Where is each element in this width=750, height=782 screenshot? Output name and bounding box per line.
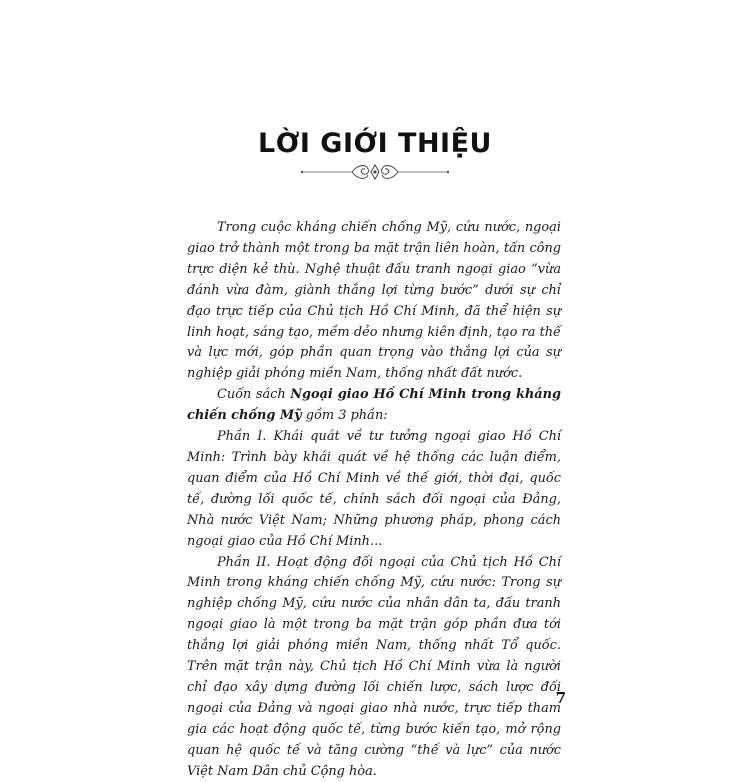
- introduction-body: [187, 218, 561, 782]
- book-title: Ngoại giao Hồ Chí Minh trong kháng chiến chống Mỹ: [187, 387, 561, 423]
- part-two-paragraph: Phần II. Hoạt động đối ngoại của Chủ tịch Hồ Chí Minh trong kháng chiến chống Mỹ, cứu nước: Trong sự nghiệp chống Mỹ, cứu nước của nhân dân ta, đấu tranh ngoại giao là một trong ba mặt trận góp phần đưa tới thắng lợi giải phóng miền Nam, thống nhất Tổ quốc. Trên mặt trận này, Chủ tịch Hồ Chí Minh vừa là người chỉ đạo xây dựng đường lối chiến lược, sách lược đối ngoại của Đảng và ngoại giao nhà nước, trực tiếp tham gia các hoạt động quốc tế, từng bước kiến tạo, mở rộng quan hệ quốc tế và tăng cường “thế và lực” của nước Việt Nam Dân chủ Cộng hòa.: [187, 553, 561, 782]
- book-summary-suffix: gồm 3 phần:: [302, 408, 388, 423]
- book-summary-paragraph: [187, 385, 561, 427]
- intro-paragraph: Trong cuộc kháng chiến chống Mỹ, cứu nước, ngoại giao trở thành một trong ba mặt trận liên hoàn, tấn công trực diện kẻ thù. Nghệ thuật đấu tranh ngoại giao “vừa đánh vừa đàm, giành thắng lợi từng bước” dưới sự chỉ đạo trực tiếp của Chủ tịch Hồ Chí Minh, đã thể hiện sự linh hoạt, sáng tạo, mềm dẻo nhưng kiên định, tạo ra thế và lực mới, góp phần quan trọng vào thắng lợi của sự nghiệp giải phóng miền Nam, thống nhất đất nước.: [187, 218, 561, 385]
- decorative-divider-icon: [300, 160, 450, 184]
- page-number: 7: [546, 689, 566, 707]
- part-one-paragraph: Phần I. Khái quát về tư tưởng ngoại giao Hồ Chí Minh: Trình bày khái quát về hệ thống các luận điểm, quan điểm của Hồ Chí Minh về thế giới, thời đại, quốc tế, đường lối quốc tế, chính sách đối ngoại của Đảng, Nhà nước Việt Nam; Những phương pháp, phong cách ngoại giao của Hồ Chí Minh...: [187, 427, 561, 552]
- page-title: LỜI GIỚI THIỆU: [0, 128, 750, 159]
- book-summary-prefix: Cuốn sách: [217, 387, 290, 402]
